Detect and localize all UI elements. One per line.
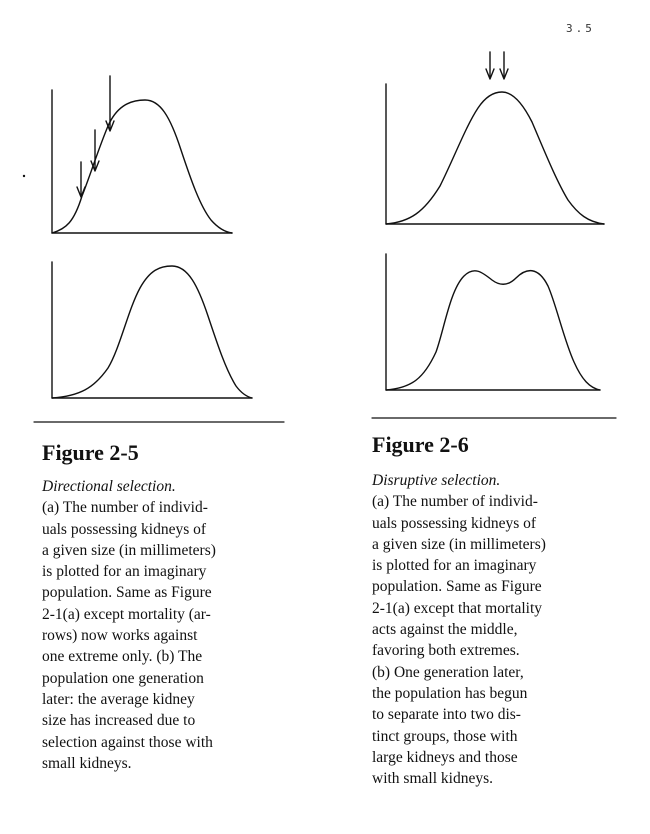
caption-line: size has increased due to: [42, 712, 196, 730]
page-number: 3.5: [566, 22, 595, 35]
figure-2-5-caption: [42, 476, 292, 774]
fig-2-5b-axes: [52, 262, 252, 398]
caption-line: small kidneys.: [42, 754, 132, 772]
fig-2-6a-mortality-arrows: [486, 52, 508, 79]
caption-line: to separate into two dis-: [372, 706, 521, 724]
caption-line: (a) The number of individ-: [372, 493, 538, 511]
caption-line: is plotted for an imaginary: [42, 563, 207, 581]
caption-line: 2-1(a) except that mortality: [372, 599, 543, 617]
caption-line: uals possessing kidneys of: [372, 514, 537, 532]
caption-line: selection against those with: [42, 733, 213, 751]
figure-2-5-subtitle: Directional selection.: [42, 478, 176, 495]
caption-line: (b) One generation later,: [372, 663, 524, 681]
caption-line: population. Same as Figure: [42, 584, 212, 602]
fig-2-6a-axes: [386, 84, 604, 224]
caption-line: favoring both extremes.: [372, 642, 520, 660]
caption-line: is plotted for an imaginary: [372, 557, 537, 575]
caption-line: a given size (in millimeters): [372, 535, 546, 553]
fig-2-5b-graph: [52, 262, 252, 398]
caption-line: a given size (in millimeters): [42, 541, 216, 559]
caption-line: population one generation: [42, 669, 204, 687]
caption-line: population. Same as Figure: [372, 578, 542, 596]
figure-2-5-title: Figure 2-5: [42, 440, 139, 465]
fig-2-6b-curve: [386, 271, 600, 390]
stray-mark: [23, 175, 25, 177]
caption-line: one extreme only. (b) The: [42, 648, 203, 666]
fig-2-6a-graph: [386, 52, 604, 224]
fig-2-6b-graph: [386, 254, 600, 390]
figure-2-6-caption: [372, 470, 634, 789]
figure-2-6-title: Figure 2-6: [372, 432, 469, 457]
caption-line: acts against the middle,: [372, 621, 518, 639]
fig-2-5a-graph: [52, 76, 232, 233]
caption-line: with small kidneys.: [372, 770, 493, 788]
figure-2-6-subtitle: Disruptive selection.: [372, 472, 501, 489]
caption-line: large kidneys and those: [372, 748, 518, 766]
fig-2-6a-curve: [386, 92, 604, 224]
caption-line: tinct groups, those with: [372, 727, 518, 745]
caption-line: the population has begun: [372, 684, 528, 702]
caption-line: 2-1(a) except mortality (ar-: [42, 605, 211, 623]
caption-line: rows) now works against: [42, 627, 198, 645]
caption-line: later: the average kidney: [42, 690, 195, 708]
fig-2-5b-curve: [52, 266, 252, 398]
fig-2-5a-mortality-arrows: [77, 76, 114, 197]
fig-2-5a-curve: [52, 100, 232, 233]
caption-line: (a) The number of individ-: [42, 499, 208, 517]
caption-line: uals possessing kidneys of: [42, 520, 207, 538]
fig-2-6b-axes: [386, 254, 600, 390]
